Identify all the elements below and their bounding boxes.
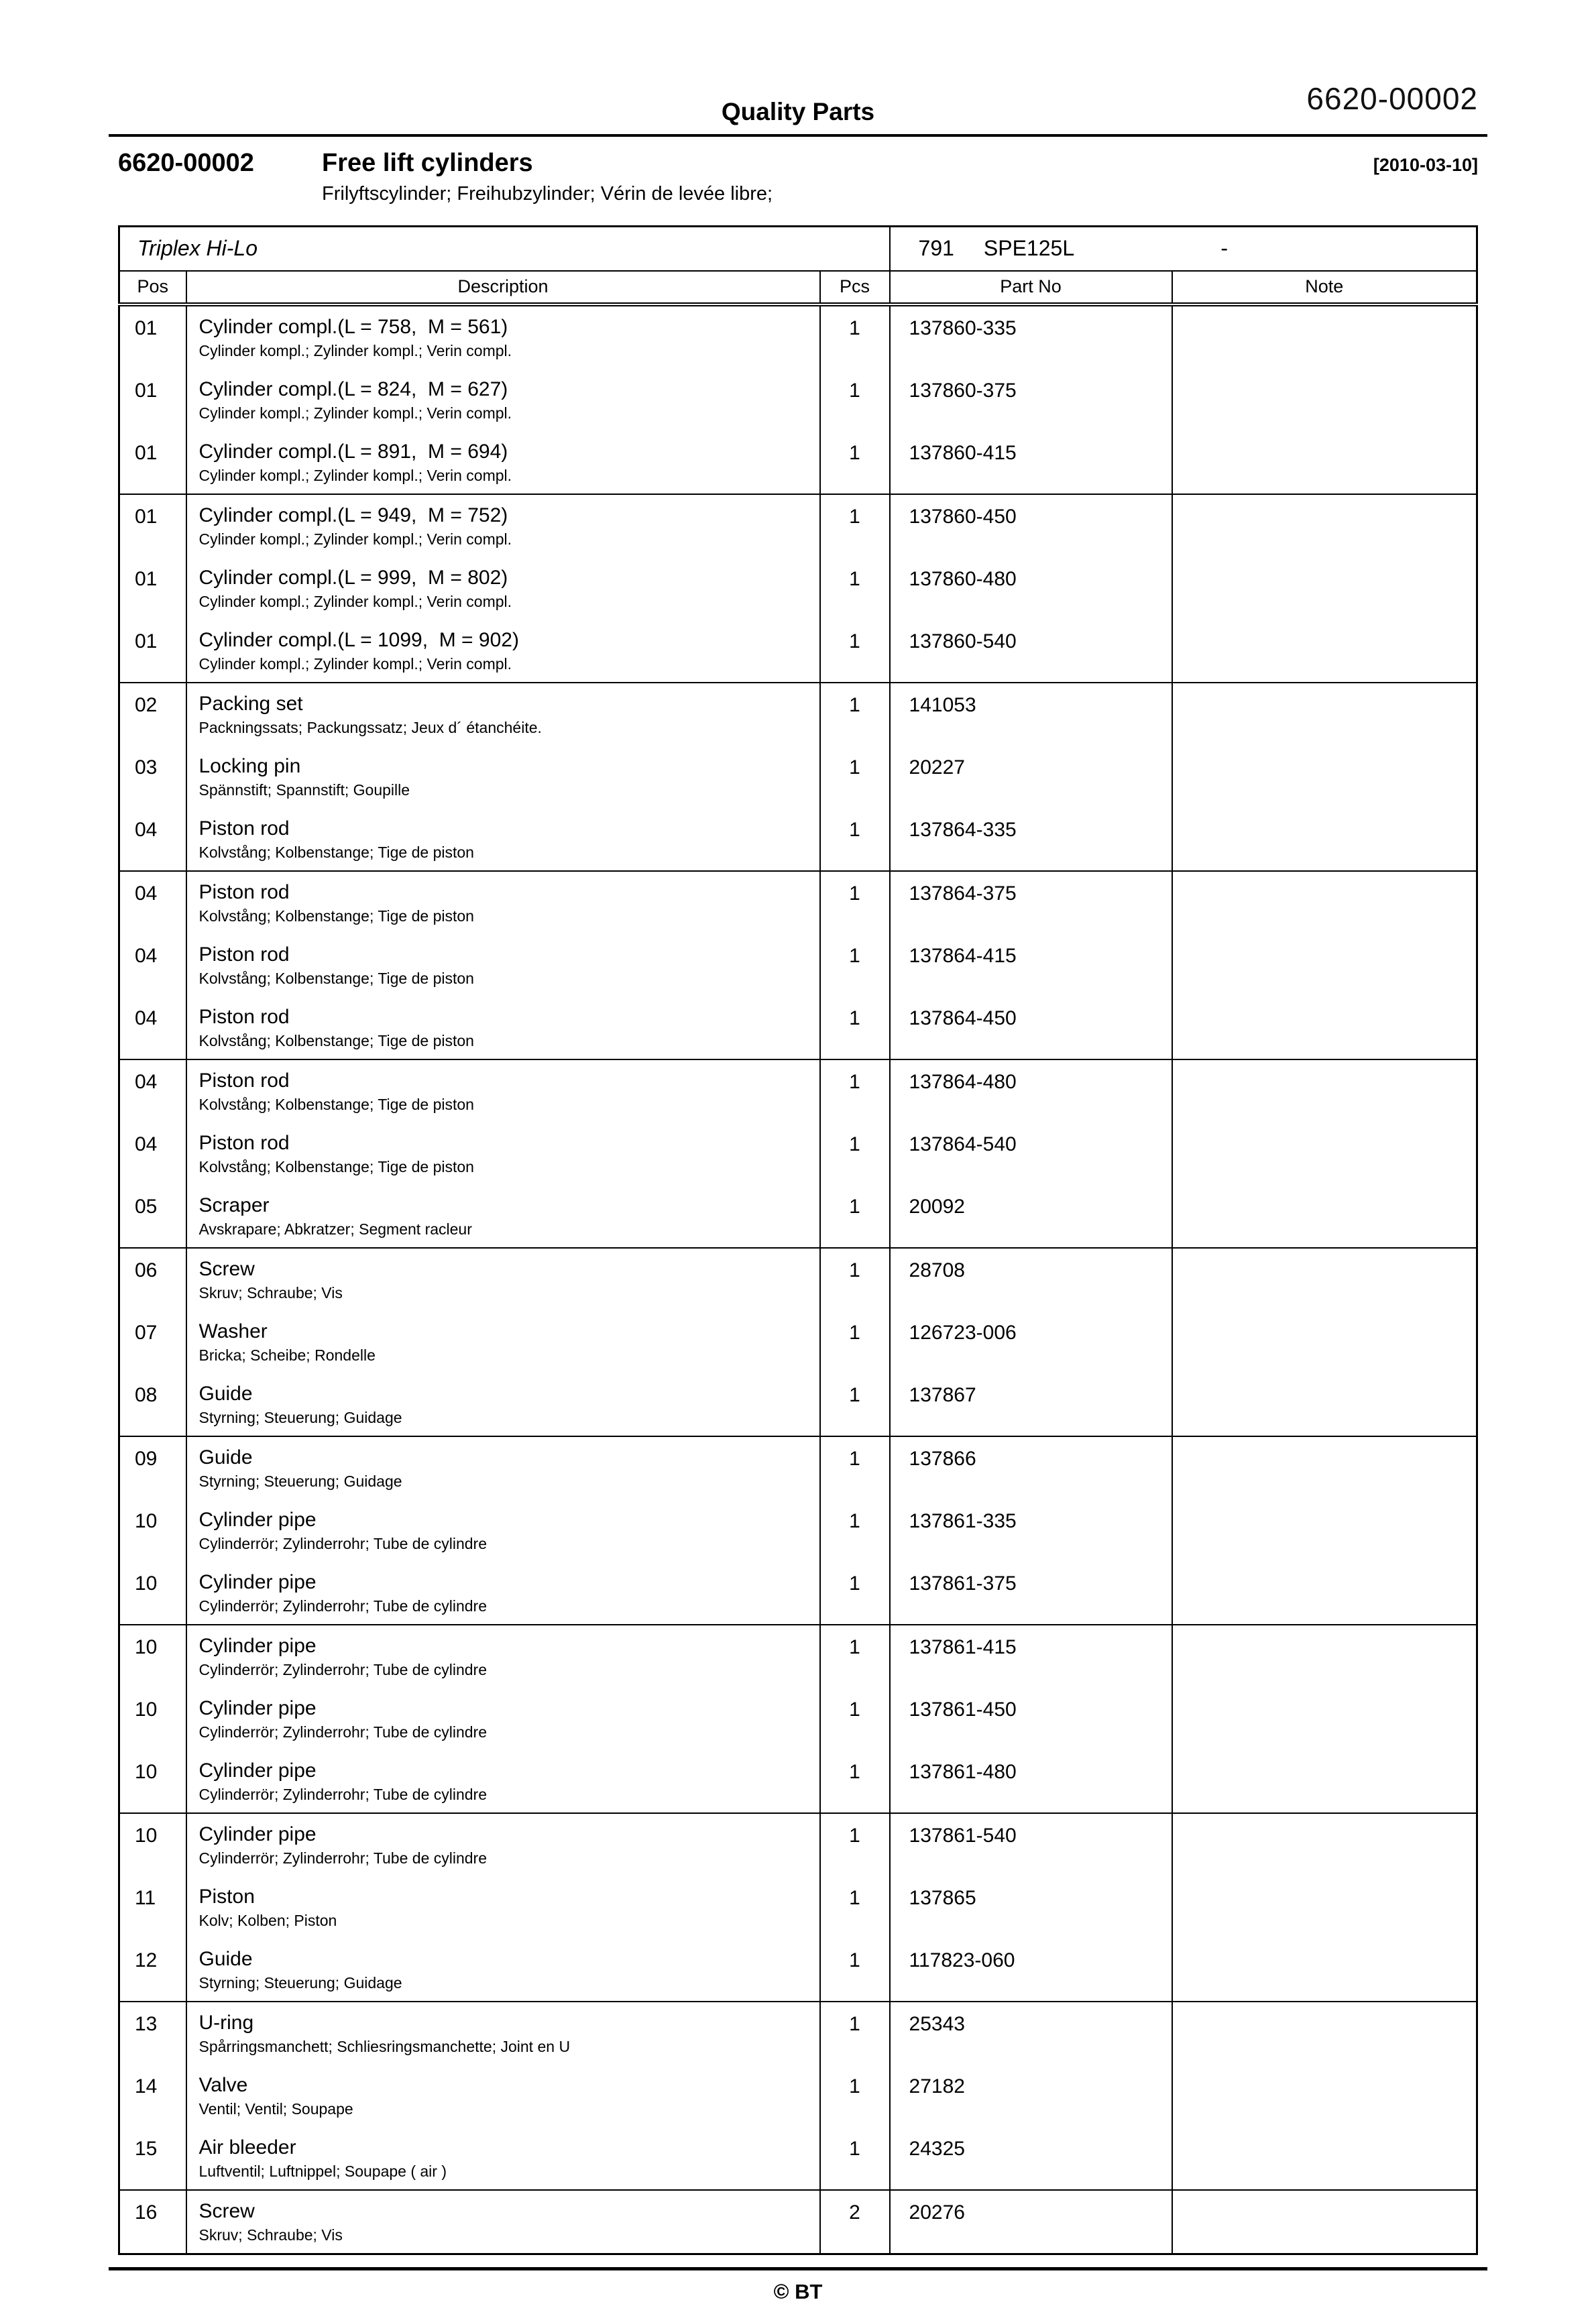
description-main: U-ring — [198, 2011, 254, 2034]
description-main: Guide — [198, 1947, 253, 1970]
table-row — [119, 1373, 1477, 1436]
pos-cell: 02 — [119, 683, 186, 746]
description-cell — [186, 1750, 820, 1813]
pos-cell: 10 — [119, 1750, 186, 1813]
pcs-cell: 1 — [820, 620, 890, 683]
description-main: Cylinder pipe — [198, 1570, 317, 1593]
part-no-cell: 137860-540 — [890, 620, 1172, 683]
part-no-cell: 24325 — [890, 2127, 1172, 2190]
table-row — [119, 1436, 1477, 1499]
part-no-cell: 28708 — [890, 1248, 1172, 1311]
note-cell — [1172, 1248, 1477, 1311]
table-row — [119, 1059, 1477, 1122]
model-info-cell — [890, 227, 1477, 271]
table-row — [119, 369, 1477, 431]
title-row — [118, 137, 1478, 178]
description-sub: Kolvstång; Kolbenstange; Tige de piston — [198, 907, 474, 925]
description-cell — [186, 1373, 820, 1436]
note-cell — [1172, 620, 1477, 683]
pos-cell: 13 — [119, 2002, 186, 2065]
description-sub: Styrning; Steuerung; Guidage — [198, 1472, 402, 1490]
note-cell — [1172, 808, 1477, 871]
pcs-cell: 1 — [820, 1122, 890, 1185]
description-cell — [186, 2065, 820, 2127]
description-cell — [186, 683, 820, 746]
note-cell — [1172, 1750, 1477, 1813]
pcs-cell: 1 — [820, 871, 890, 934]
part-no-cell: 137861-540 — [890, 1813, 1172, 1876]
description-sub: Styrning; Steuerung; Guidage — [198, 1973, 402, 1992]
pcs-cell: 1 — [820, 1248, 890, 1311]
description-cell — [186, 1876, 820, 1939]
description-cell — [186, 1311, 820, 1373]
description-sub: Cylinder kompl.; Zylinder kompl.; Verin compl. — [198, 530, 512, 548]
description-cell — [186, 1248, 820, 1311]
description-sub: Bricka; Scheibe; Rondelle — [198, 1346, 376, 1364]
pos-cell: 14 — [119, 2065, 186, 2127]
table-row — [119, 1813, 1477, 1876]
pos-cell: 04 — [119, 808, 186, 871]
part-no-cell: 137864-480 — [890, 1059, 1172, 1122]
table-row — [119, 1939, 1477, 2002]
note-cell — [1172, 1939, 1477, 2002]
part-no-cell: 137864-450 — [890, 996, 1172, 1059]
note-cell — [1172, 431, 1477, 494]
table-row — [119, 304, 1477, 369]
part-no-cell: 20276 — [890, 2190, 1172, 2254]
pos-cell: 01 — [119, 304, 186, 369]
table-row — [119, 1311, 1477, 1373]
note-cell — [1172, 1562, 1477, 1625]
note-cell — [1172, 1499, 1477, 1562]
description-sub: Cylinder kompl.; Zylinder kompl.; Verin compl. — [198, 404, 512, 422]
pcs-cell: 1 — [820, 1059, 890, 1122]
description-sub: Cylinderrör; Zylinderrohr; Tube de cylindre — [198, 1597, 488, 1615]
col-header-description: Description — [186, 271, 820, 304]
part-no-cell: 137866 — [890, 1436, 1172, 1499]
pcs-cell: 1 — [820, 1750, 890, 1813]
brand-header: Quality Parts — [721, 98, 875, 125]
description-cell — [186, 1059, 820, 1122]
table-row — [119, 2065, 1477, 2127]
description-main: Cylinder compl.(L = 949, M = 752) — [198, 504, 508, 526]
pos-cell: 01 — [119, 494, 186, 557]
description-main: Cylinder compl.(L = 824, M = 627) — [198, 378, 508, 400]
pos-cell: 01 — [119, 620, 186, 683]
col-header-pos: Pos — [119, 271, 186, 304]
description-sub: Cylinder kompl.; Zylinder kompl.; Verin compl. — [198, 341, 512, 359]
description-main: Piston rod — [198, 1005, 290, 1028]
pcs-cell: 1 — [820, 431, 890, 494]
note-cell — [1172, 494, 1477, 557]
description-main: Piston rod — [198, 880, 290, 903]
description-cell — [186, 2127, 820, 2190]
description-main: Screw — [198, 2199, 255, 2222]
table-row — [119, 683, 1477, 746]
description-cell — [186, 1688, 820, 1750]
part-no-cell: 137864-415 — [890, 934, 1172, 996]
table-row — [119, 1562, 1477, 1625]
description-sub: Packningssats; Packungssatz; Jeux d´ étanchéite. — [198, 718, 542, 736]
note-cell — [1172, 1625, 1477, 1688]
description-main: Screw — [198, 1257, 255, 1280]
pcs-cell: 1 — [820, 1876, 890, 1939]
description-sub: Cylinder kompl.; Zylinder kompl.; Verin compl. — [198, 466, 512, 484]
pcs-cell: 1 — [820, 2002, 890, 2065]
part-no-cell: 141053 — [890, 683, 1172, 746]
part-no-cell: 126723-006 — [890, 1311, 1172, 1373]
description-sub: Luftventil; Luftnippel; Soupape ( air ) — [198, 2162, 447, 2180]
part-no-cell: 137860-375 — [890, 369, 1172, 431]
table-row — [119, 2002, 1477, 2065]
note-cell — [1172, 2127, 1477, 2190]
pcs-cell: 1 — [820, 1436, 890, 1499]
pos-cell: 04 — [119, 1059, 186, 1122]
pcs-cell: 1 — [820, 683, 890, 746]
pcs-cell: 1 — [820, 934, 890, 996]
description-sub: Ventil; Ventil; Soupape — [198, 2099, 353, 2118]
pos-cell: 12 — [119, 1939, 186, 2002]
note-cell — [1172, 1436, 1477, 1499]
pos-cell: 01 — [119, 557, 186, 620]
pos-cell: 04 — [119, 871, 186, 934]
table-row — [119, 996, 1477, 1059]
parts-table-body — [119, 227, 1477, 2254]
description-main: Piston rod — [198, 817, 290, 840]
note-cell — [1172, 746, 1477, 808]
part-no-cell: 137860-480 — [890, 557, 1172, 620]
pcs-cell: 2 — [820, 2190, 890, 2254]
description-sub: Cylinderrör; Zylinderrohr; Tube de cylindre — [198, 1723, 488, 1741]
pcs-cell: 1 — [820, 746, 890, 808]
description-sub: Kolvstång; Kolbenstange; Tige de piston — [198, 1031, 474, 1049]
col-header-pcs: Pcs — [820, 271, 890, 304]
description-sub: Cylinderrör; Zylinderrohr; Tube de cylindre — [198, 1785, 488, 1803]
pos-cell: 11 — [119, 1876, 186, 1939]
part-no-cell: 137860-450 — [890, 494, 1172, 557]
description-cell — [186, 557, 820, 620]
part-no-cell: 25343 — [890, 2002, 1172, 2065]
description-main: Piston rod — [198, 1131, 290, 1154]
note-cell — [1172, 1876, 1477, 1939]
page-subtitle: Frilyftscylinder; Freihubzylinder; Vérin de levée libre; — [322, 183, 773, 205]
description-cell — [186, 304, 820, 369]
table-row — [119, 431, 1477, 494]
pos-cell: 05 — [119, 1185, 186, 1248]
part-no-cell: 137861-450 — [890, 1688, 1172, 1750]
model-note-dash: - — [1220, 236, 1228, 261]
description-main: Cylinder pipe — [198, 1696, 317, 1719]
pcs-cell: 1 — [820, 1311, 890, 1373]
description-cell — [186, 871, 820, 934]
table-row — [119, 1185, 1477, 1248]
description-cell — [186, 1625, 820, 1688]
model-row — [119, 227, 1477, 271]
description-main: Cylinder pipe — [198, 1634, 317, 1657]
note-cell — [1172, 871, 1477, 934]
pos-cell: 10 — [119, 1499, 186, 1562]
table-row — [119, 871, 1477, 934]
part-no-cell: 137861-335 — [890, 1499, 1172, 1562]
description-main: Locking pin — [198, 754, 301, 777]
description-sub: Kolvstång; Kolbenstange; Tige de piston — [198, 1095, 474, 1113]
part-no-cell: 137867 — [890, 1373, 1172, 1436]
description-main: Piston rod — [198, 943, 290, 966]
table-row — [119, 620, 1477, 683]
pcs-cell: 1 — [820, 369, 890, 431]
description-cell — [186, 2190, 820, 2254]
table-row — [119, 1499, 1477, 1562]
pos-cell: 04 — [119, 1122, 186, 1185]
pos-cell: 03 — [119, 746, 186, 808]
description-sub: Styrning; Steuerung; Guidage — [198, 1408, 402, 1426]
table-row — [119, 1248, 1477, 1311]
table-row — [119, 494, 1477, 557]
table-row — [119, 808, 1477, 871]
table-row — [119, 2190, 1477, 2254]
model-name: SPE125L — [983, 236, 1075, 261]
part-no-cell: 137861-415 — [890, 1625, 1172, 1688]
description-main: Cylinder compl.(L = 999, M = 802) — [198, 566, 508, 589]
pos-cell: 01 — [119, 369, 186, 431]
pcs-cell: 1 — [820, 1562, 890, 1625]
part-no-cell: 20092 — [890, 1185, 1172, 1248]
part-no-cell: 137861-375 — [890, 1562, 1172, 1625]
parts-table — [118, 225, 1478, 2255]
description-main: Cylinder pipe — [198, 1759, 317, 1782]
pcs-cell: 1 — [820, 808, 890, 871]
part-no-cell: 137864-375 — [890, 871, 1172, 934]
description-sub: Cylinderrör; Zylinderrohr; Tube de cylindre — [198, 1849, 488, 1867]
note-cell — [1172, 2190, 1477, 2254]
description-sub: Kolvstång; Kolbenstange; Tige de piston — [198, 843, 474, 861]
description-main: Packing set — [198, 692, 303, 715]
description-sub: Cylinderrör; Zylinderrohr; Tube de cylindre — [198, 1660, 488, 1678]
description-main: Piston rod — [198, 1069, 290, 1092]
description-main: Piston — [198, 1885, 255, 1908]
table-row — [119, 1122, 1477, 1185]
table-row — [119, 1625, 1477, 1688]
pos-cell: 10 — [119, 1562, 186, 1625]
description-cell — [186, 620, 820, 683]
description-sub: Spårringsmanchett; Schliesringsmanchette; Joint en U — [198, 2037, 571, 2055]
note-cell — [1172, 2002, 1477, 2065]
description-main: Guide — [198, 1446, 253, 1468]
note-cell — [1172, 2065, 1477, 2127]
pos-cell: 10 — [119, 1625, 186, 1688]
description-cell — [186, 808, 820, 871]
pcs-cell: 1 — [820, 557, 890, 620]
part-no-cell: 137861-480 — [890, 1750, 1172, 1813]
page-header — [118, 0, 1478, 134]
part-no-cell: 137864-540 — [890, 1122, 1172, 1185]
description-main: Cylinder compl.(L = 891, M = 694) — [198, 440, 508, 463]
description-cell — [186, 996, 820, 1059]
copyright-footer: © BT — [773, 2279, 823, 2303]
pcs-cell: 1 — [820, 1499, 890, 1562]
footer-rule — [109, 2267, 1487, 2270]
description-cell — [186, 1185, 820, 1248]
part-no-cell: 27182 — [890, 2065, 1172, 2127]
note-cell — [1172, 557, 1477, 620]
description-sub: Kolvstång; Kolbenstange; Tige de piston — [198, 969, 474, 987]
pos-cell: 07 — [119, 1311, 186, 1373]
description-cell — [186, 1813, 820, 1876]
description-cell — [186, 1562, 820, 1625]
pos-cell: 08 — [119, 1373, 186, 1436]
description-cell — [186, 431, 820, 494]
pos-cell: 01 — [119, 431, 186, 494]
note-cell — [1172, 1122, 1477, 1185]
note-cell — [1172, 996, 1477, 1059]
description-main: Guide — [198, 1382, 253, 1405]
col-header-note: Note — [1172, 271, 1477, 304]
description-sub: Skruv; Schraube; Vis — [198, 2226, 343, 2244]
description-sub: Cylinder kompl.; Zylinder kompl.; Verin compl. — [198, 592, 512, 610]
note-cell — [1172, 1059, 1477, 1122]
description-sub: Spännstift; Spannstift; Goupille — [198, 781, 410, 799]
part-no-cell: 137864-335 — [890, 808, 1172, 871]
description-main: Cylinder pipe — [198, 1823, 317, 1845]
doc-number-header: 6620-00002 — [1306, 81, 1478, 116]
doc-number-title: 6620-00002 — [118, 149, 254, 177]
part-no-cell: 137860-335 — [890, 304, 1172, 369]
table-row — [119, 934, 1477, 996]
note-cell — [1172, 683, 1477, 746]
pos-cell: 15 — [119, 2127, 186, 2190]
pcs-cell: 1 — [820, 494, 890, 557]
part-no-cell: 137860-415 — [890, 431, 1172, 494]
pcs-cell: 1 — [820, 2065, 890, 2127]
pos-cell: 04 — [119, 934, 186, 996]
description-main: Valve — [198, 2073, 248, 2096]
description-sub: Cylinder kompl.; Zylinder kompl.; Verin compl. — [198, 654, 512, 673]
pcs-cell: 1 — [820, 2127, 890, 2190]
note-cell — [1172, 369, 1477, 431]
note-cell — [1172, 934, 1477, 996]
model-code: 791 — [918, 236, 954, 261]
table-row — [119, 1750, 1477, 1813]
description-sub: Cylinderrör; Zylinderrohr; Tube de cylindre — [198, 1534, 488, 1552]
note-cell — [1172, 1688, 1477, 1750]
description-sub: Avskrapare; Abkratzer; Segment racleur — [198, 1220, 472, 1238]
description-main: Scraper — [198, 1194, 270, 1216]
note-cell — [1172, 1813, 1477, 1876]
pos-cell: 04 — [119, 996, 186, 1059]
pcs-cell: 1 — [820, 1688, 890, 1750]
description-cell — [186, 369, 820, 431]
pos-cell: 10 — [119, 1688, 186, 1750]
pcs-cell: 1 — [820, 1813, 890, 1876]
description-main: Air bleeder — [198, 2136, 296, 2158]
table-row — [119, 1688, 1477, 1750]
table-row — [119, 2127, 1477, 2190]
description-main: Cylinder compl.(L = 758, M = 561) — [198, 315, 508, 338]
part-no-cell: 117823-060 — [890, 1939, 1172, 2002]
description-cell — [186, 746, 820, 808]
pos-cell: 06 — [119, 1248, 186, 1311]
part-no-cell: 20227 — [890, 746, 1172, 808]
table-row — [119, 1876, 1477, 1939]
description-cell — [186, 1939, 820, 2002]
description-cell — [186, 1436, 820, 1499]
page-date: [2010-03-10] — [1373, 155, 1478, 175]
note-cell — [1172, 1185, 1477, 1248]
pos-cell: 10 — [119, 1813, 186, 1876]
pos-cell: 16 — [119, 2190, 186, 2254]
description-main: Washer — [198, 1320, 268, 1342]
pos-cell: 09 — [119, 1436, 186, 1499]
note-cell — [1172, 1311, 1477, 1373]
pcs-cell: 1 — [820, 1939, 890, 2002]
pcs-cell: 1 — [820, 1185, 890, 1248]
description-main: Cylinder compl.(L = 1099, M = 902) — [198, 628, 519, 651]
table-row — [119, 557, 1477, 620]
col-header-part-no: Part No — [890, 271, 1172, 304]
pcs-cell: 1 — [820, 1625, 890, 1688]
description-cell — [186, 2002, 820, 2065]
column-header-row — [119, 271, 1477, 304]
note-cell — [1172, 304, 1477, 369]
description-sub: Kolv; Kolben; Piston — [198, 1911, 337, 1929]
table-row — [119, 746, 1477, 808]
description-cell — [186, 1122, 820, 1185]
description-cell — [186, 494, 820, 557]
pcs-cell: 1 — [820, 996, 890, 1059]
model-series: Triplex Hi-Lo — [119, 227, 890, 271]
description-sub: Kolvstång; Kolbenstange; Tige de piston — [198, 1157, 474, 1175]
description-cell — [186, 1499, 820, 1562]
note-cell — [1172, 1373, 1477, 1436]
part-no-cell: 137865 — [890, 1876, 1172, 1939]
page — [118, 0, 1478, 2304]
description-sub: Skruv; Schraube; Vis — [198, 1283, 343, 1302]
description-cell — [186, 934, 820, 996]
pcs-cell: 1 — [820, 304, 890, 369]
pcs-cell: 1 — [820, 1373, 890, 1436]
description-main: Cylinder pipe — [198, 1508, 317, 1531]
page-title: Free lift cylinders — [322, 149, 533, 177]
